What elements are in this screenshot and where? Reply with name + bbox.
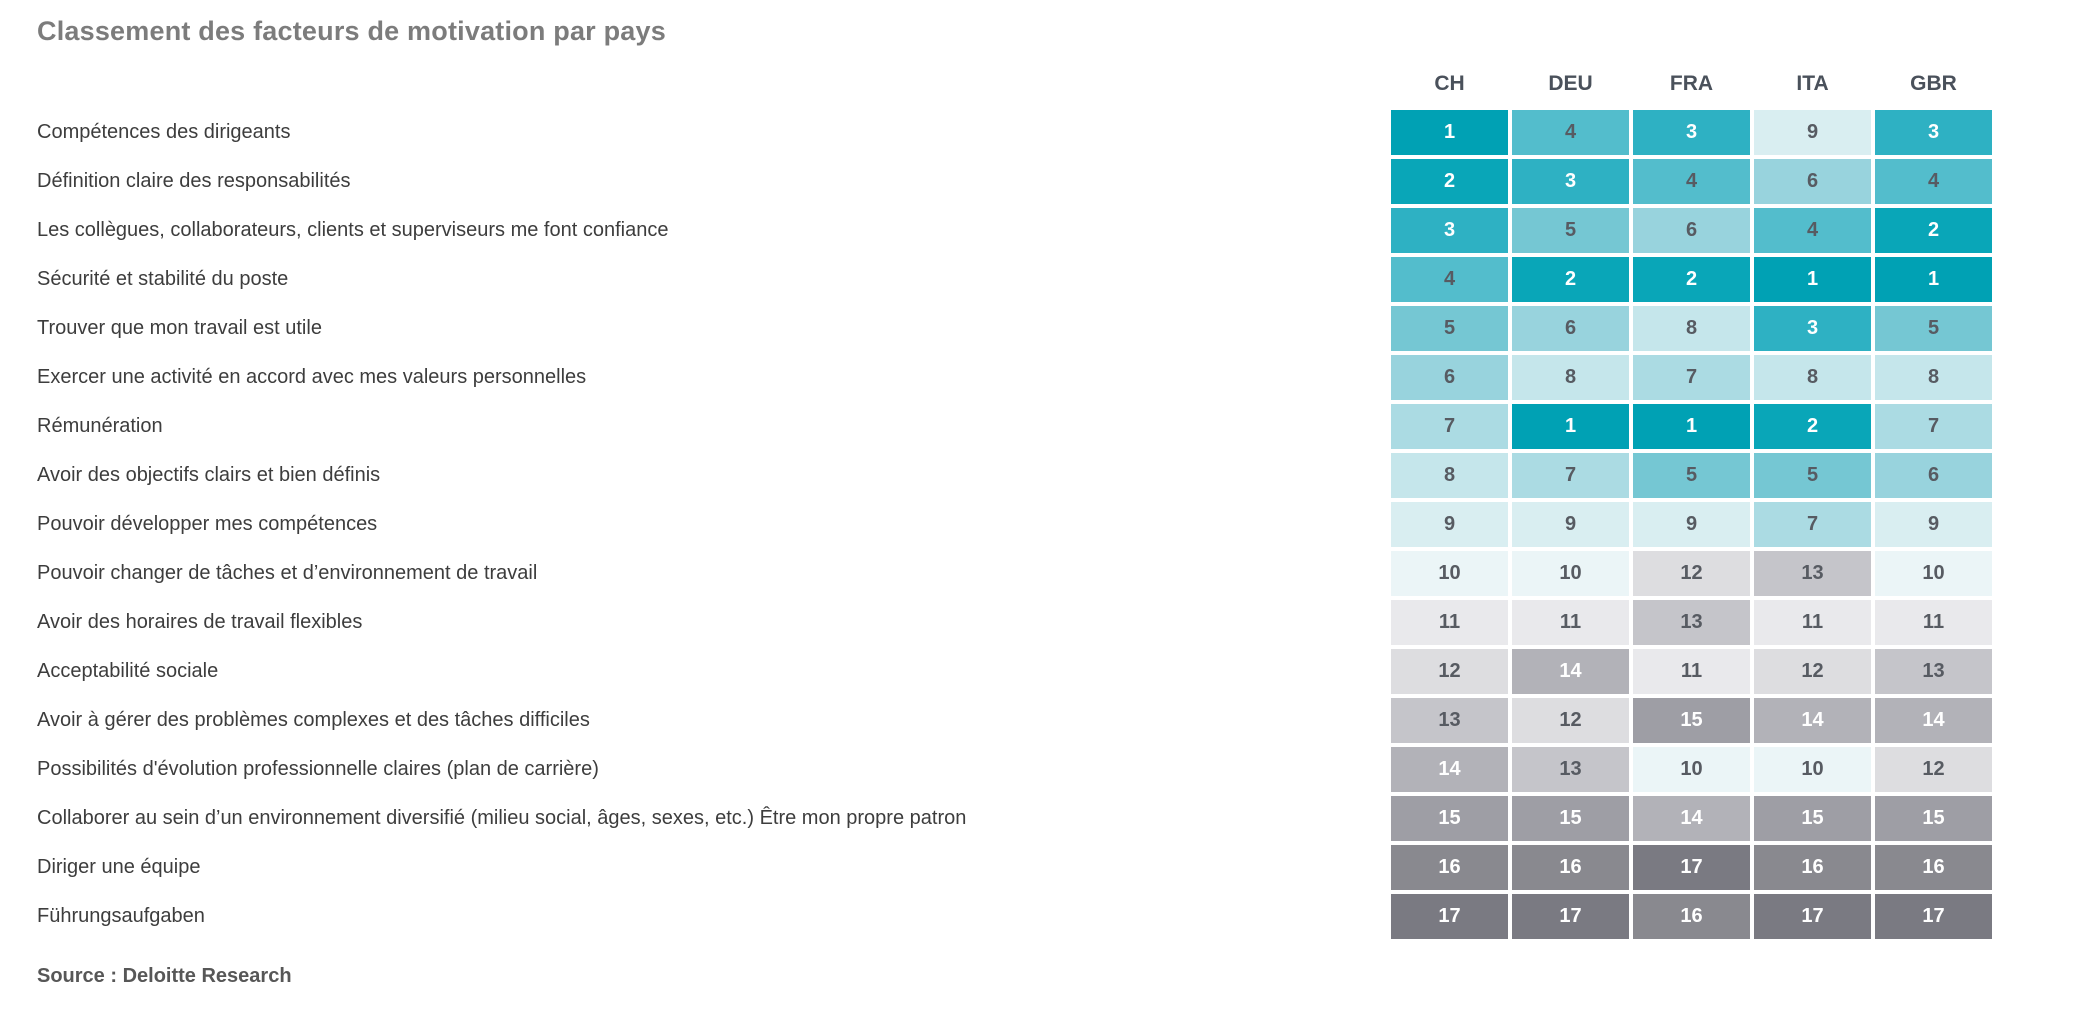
row-label: Rémunération (37, 415, 163, 438)
heatmap-cell: 15 (1754, 796, 1871, 841)
heatmap-cell: 8 (1512, 355, 1629, 400)
page-title: Classement des facteurs de motivation par pays (37, 16, 666, 46)
row-label: Acceptabilité sociale (37, 660, 219, 683)
heatmap-cell: 5 (1391, 306, 1508, 351)
heatmap-cell: 3 (1875, 110, 1992, 155)
heatmap-cell: 2 (1391, 159, 1508, 204)
column-header-ita: ITA (1796, 71, 1829, 95)
heatmap-cell: 17 (1875, 894, 1992, 939)
heatmap-cell: 11 (1391, 600, 1508, 645)
row-label: Sécurité et stabilité du poste (37, 268, 289, 291)
heatmap-cell: 12 (1754, 649, 1871, 694)
heatmap-cell: 12 (1875, 747, 1992, 792)
row-label: Diriger une équipe (37, 856, 201, 879)
heatmap-cell: 3 (1391, 208, 1508, 253)
heatmap-cell: 17 (1391, 894, 1508, 939)
heatmap-cell: 12 (1633, 551, 1750, 596)
heatmap-cell: 1 (1875, 257, 1992, 302)
heatmap-cell: 5 (1875, 306, 1992, 351)
heatmap-cell: 4 (1875, 159, 1992, 204)
heatmap-cell: 10 (1391, 551, 1508, 596)
heatmap-cell: 10 (1875, 551, 1992, 596)
heatmap-cell: 6 (1875, 453, 1992, 498)
heatmap-cell: 2 (1875, 208, 1992, 253)
heatmap-cell: 7 (1391, 404, 1508, 449)
heatmap-cell: 1 (1512, 404, 1629, 449)
heatmap-cell: 2 (1512, 257, 1629, 302)
column-header-ch: CH (1434, 71, 1465, 95)
row-label: Avoir à gérer des problèmes complexes et des tâches difficiles (37, 709, 590, 732)
row-label: Avoir des objectifs clairs et bien définis (37, 464, 381, 487)
row-label: Exercer une activité en accord avec mes valeurs personnelles (37, 366, 587, 389)
heatmap-cell: 8 (1633, 306, 1750, 351)
heatmap-cell: 4 (1512, 110, 1629, 155)
heatmap-cell: 11 (1754, 600, 1871, 645)
row-label: Possibilités d'évolution professionnelle claires (plan de carrière) (37, 758, 599, 781)
heatmap-cell: 9 (1633, 502, 1750, 547)
heatmap-cell: 10 (1512, 551, 1629, 596)
heatmap-cell: 8 (1754, 355, 1871, 400)
heatmap-cell: 4 (1754, 208, 1871, 253)
column-header-deu: DEU (1548, 71, 1593, 95)
heatmap-cell: 11 (1512, 600, 1629, 645)
heatmap-cell: 12 (1512, 698, 1629, 743)
heatmap-cell: 6 (1512, 306, 1629, 351)
heatmap-cell: 4 (1633, 159, 1750, 204)
heatmap-cell: 14 (1875, 698, 1992, 743)
heatmap-cell: 17 (1633, 845, 1750, 890)
heatmap-cell: 13 (1633, 600, 1750, 645)
heatmap-cell: 5 (1633, 453, 1750, 498)
heatmap-cell: 11 (1875, 600, 1992, 645)
heatmap-cell: 15 (1875, 796, 1992, 841)
heatmap-cell: 3 (1512, 159, 1629, 204)
heatmap-cell: 15 (1391, 796, 1508, 841)
row-label: Führungsaufgaben (37, 905, 205, 928)
heatmap-cell: 9 (1754, 110, 1871, 155)
row-label: Collaborer au sein d’un environnement diversifié (milieu social, âges, sexes, etc.) Être mon propre patron (37, 807, 967, 830)
heatmap-cell: 15 (1633, 698, 1750, 743)
heatmap-cell: 5 (1754, 453, 1871, 498)
heatmap-cell: 14 (1391, 747, 1508, 792)
heatmap-cell: 5 (1512, 208, 1629, 253)
heatmap-cell: 16 (1875, 845, 1992, 890)
corner-cell (37, 61, 1387, 106)
column-header-fra: FRA (1669, 71, 1714, 95)
heatmap-cell: 9 (1875, 502, 1992, 547)
heatmap-cell: 16 (1512, 845, 1629, 890)
heatmap-cell: 9 (1512, 502, 1629, 547)
heatmap-cell: 1 (1391, 110, 1508, 155)
row-label: Compétences des dirigeants (37, 121, 291, 144)
heatmap-cell: 10 (1633, 747, 1750, 792)
heatmap-cell: 16 (1633, 894, 1750, 939)
row-label: Pouvoir changer de tâches et d’environnement de travail (37, 562, 538, 585)
heatmap-cell: 3 (1754, 306, 1871, 351)
heatmap-cell: 17 (1754, 894, 1871, 939)
heatmap-cell: 15 (1512, 796, 1629, 841)
row-label: Définition claire des responsabilités (37, 170, 351, 193)
heatmap-cell: 7 (1633, 355, 1750, 400)
source-note: Source : Deloitte Research (37, 965, 292, 988)
heatmap-cell: 8 (1391, 453, 1508, 498)
heatmap-cell: 2 (1633, 257, 1750, 302)
heatmap-cell: 12 (1391, 649, 1508, 694)
heatmap-cell: 6 (1633, 208, 1750, 253)
row-label: Les collègues, collaborateurs, clients et superviseurs me font confiance (37, 219, 669, 242)
heatmap-cell: 16 (1391, 845, 1508, 890)
heatmap-cell: 13 (1391, 698, 1508, 743)
heatmap-cell: 2 (1754, 404, 1871, 449)
heatmap-cell: 14 (1754, 698, 1871, 743)
heatmap-cell: 11 (1633, 649, 1750, 694)
column-header-gbr: GBR (1910, 71, 1957, 95)
heatmap-cell: 14 (1512, 649, 1629, 694)
heatmap-cell: 16 (1754, 845, 1871, 890)
heatmap-cell: 6 (1754, 159, 1871, 204)
heatmap-cell: 7 (1875, 404, 1992, 449)
heatmap-cell: 10 (1754, 747, 1871, 792)
heatmap-cell: 8 (1875, 355, 1992, 400)
heatmap-cell: 1 (1633, 404, 1750, 449)
heatmap-cell: 14 (1633, 796, 1750, 841)
heatmap-grid (37, 61, 2079, 939)
heatmap-cell: 13 (1512, 747, 1629, 792)
heatmap-cell: 1 (1754, 257, 1871, 302)
heatmap-cell: 3 (1633, 110, 1750, 155)
heatmap-cell: 17 (1512, 894, 1629, 939)
heatmap-cell: 13 (1875, 649, 1992, 694)
heatmap-cell: 9 (1391, 502, 1508, 547)
heatmap-cell: 6 (1391, 355, 1508, 400)
heatmap-cell: 7 (1512, 453, 1629, 498)
row-label: Pouvoir développer mes compétences (37, 513, 378, 536)
heatmap-cell: 4 (1391, 257, 1508, 302)
heatmap-cell: 13 (1754, 551, 1871, 596)
heatmap-cell: 7 (1754, 502, 1871, 547)
row-label: Avoir des horaires de travail flexibles (37, 611, 363, 634)
row-label: Trouver que mon travail est utile (37, 317, 322, 340)
